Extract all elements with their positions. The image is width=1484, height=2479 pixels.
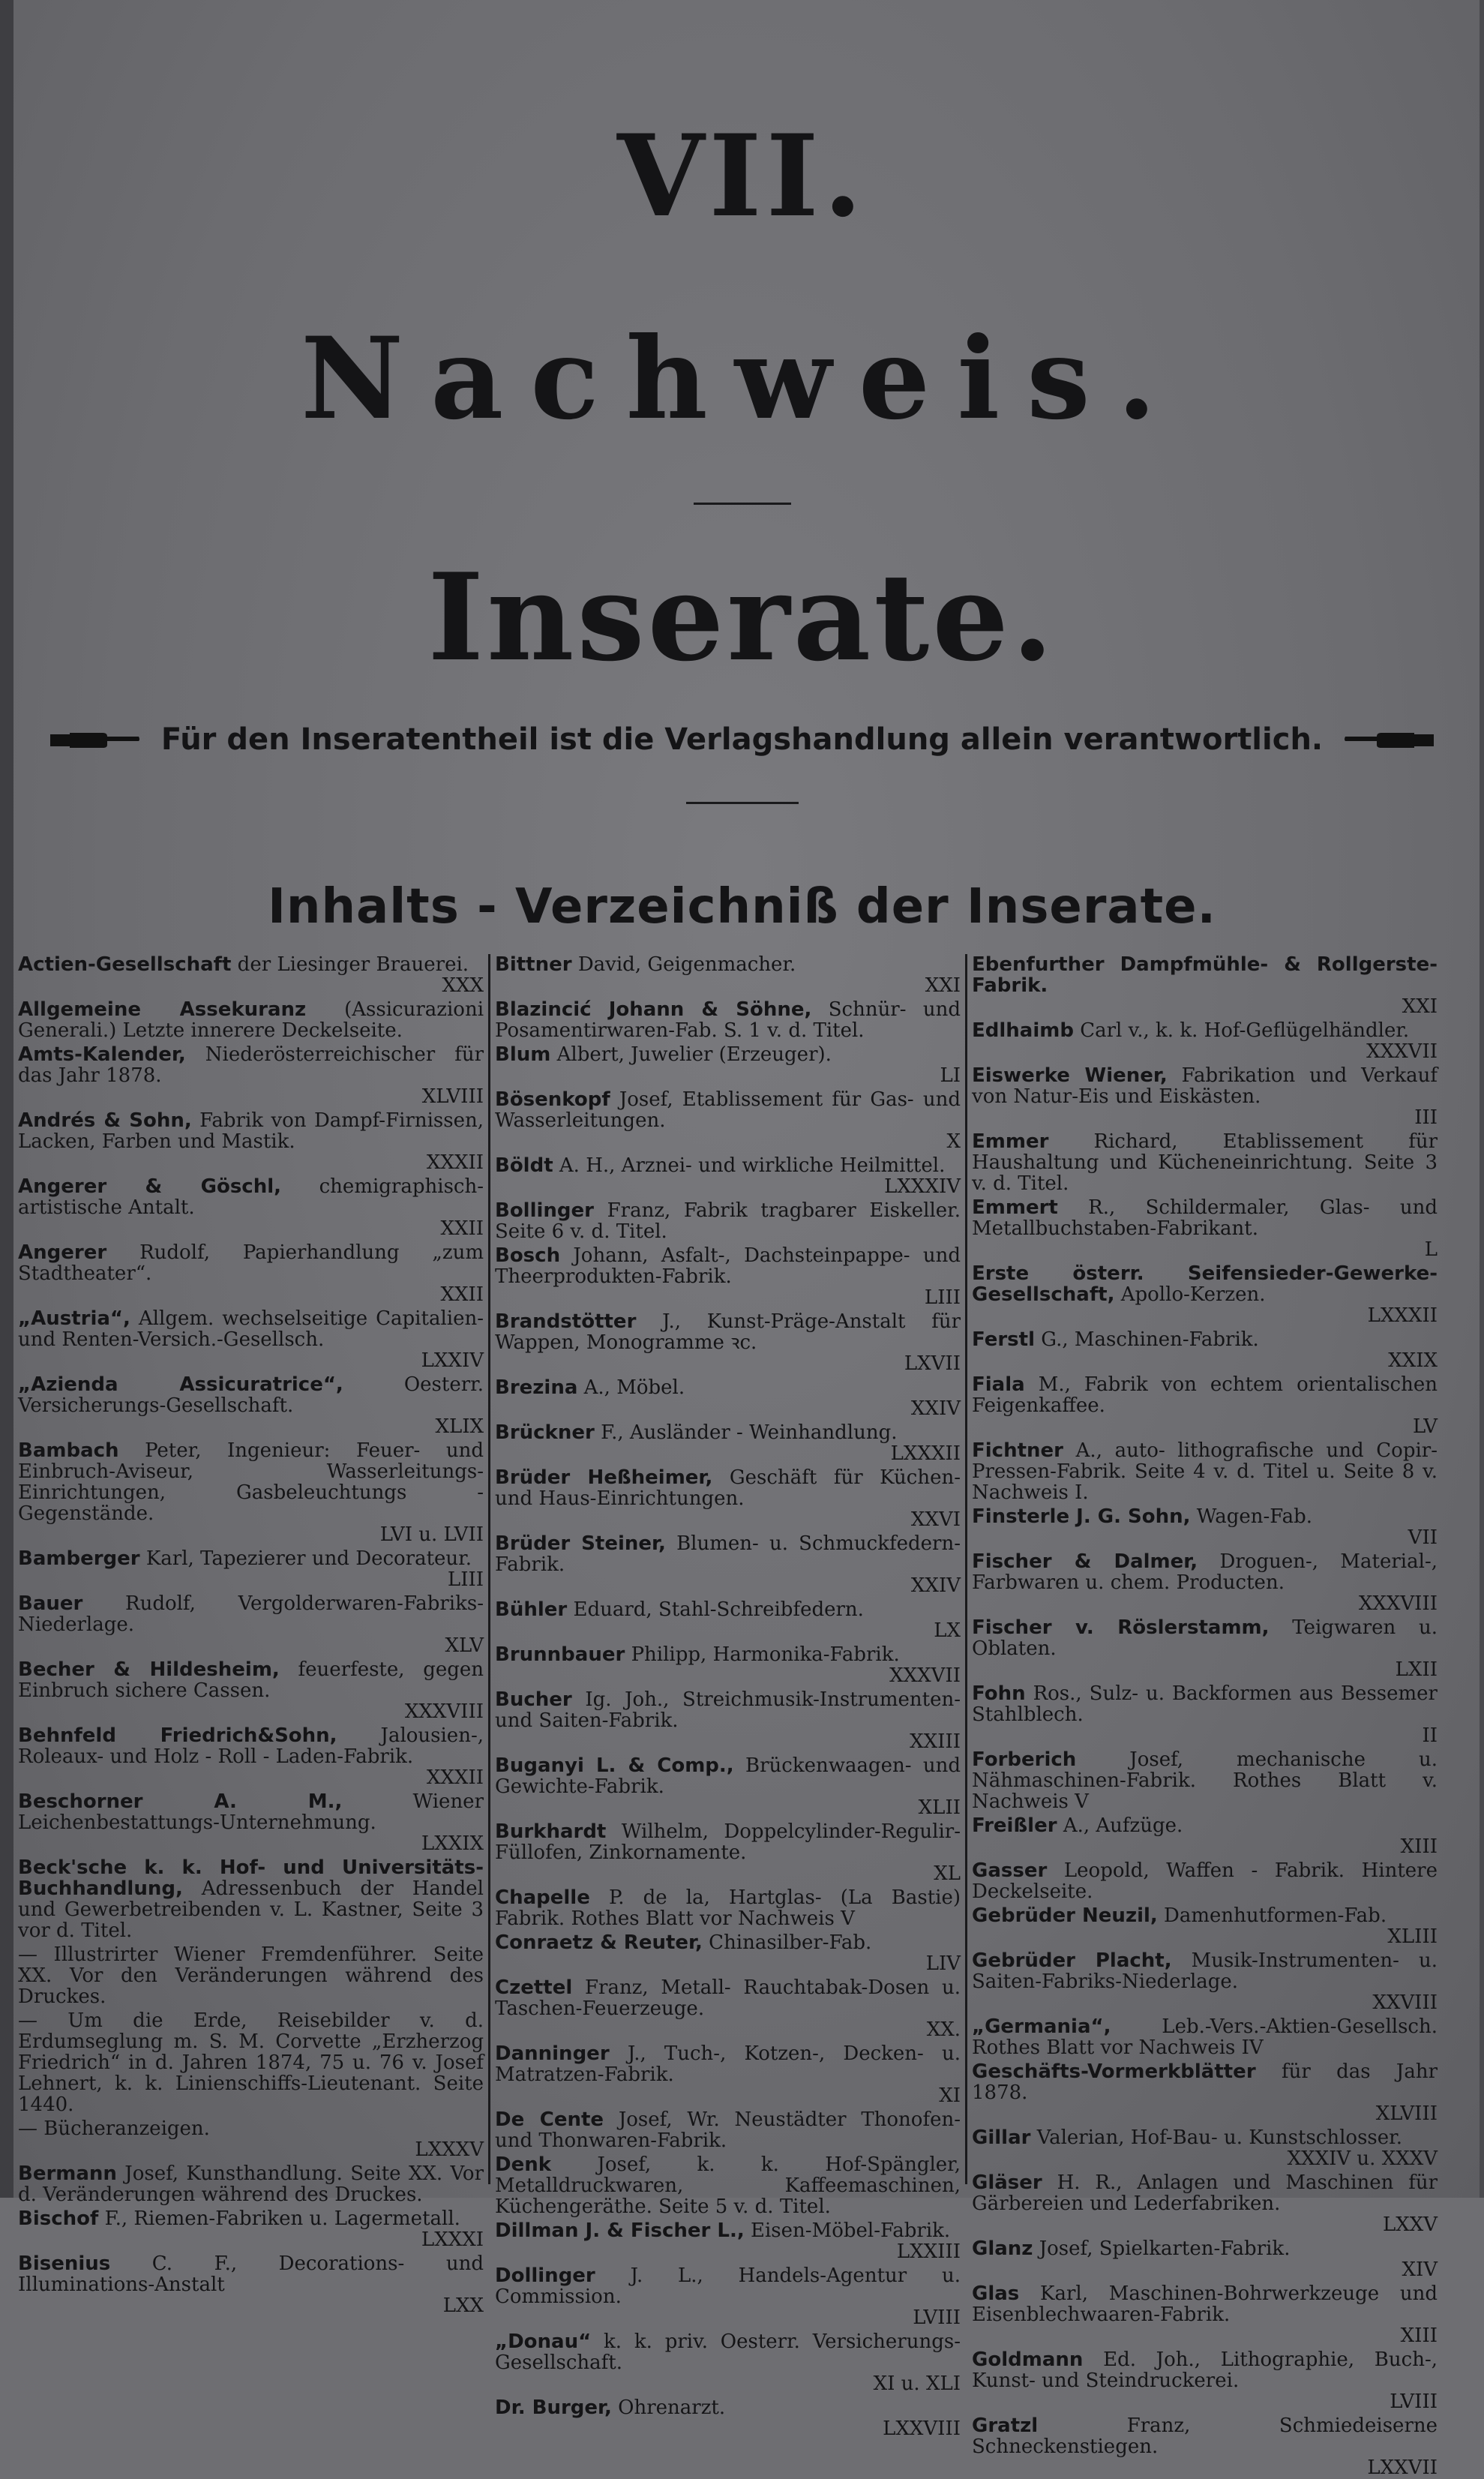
entry-description: David, Geigenmacher. bbox=[577, 953, 796, 976]
toc-entry bbox=[495, 1689, 961, 1752]
entry-description: — Bücheranzeigen. bbox=[18, 2117, 210, 2140]
divider bbox=[694, 503, 791, 505]
toc-entry bbox=[18, 1440, 484, 1545]
advertiser-name: Amts-Kalender, bbox=[18, 1043, 186, 1066]
page-reference: XXIV bbox=[910, 1574, 961, 1597]
advertiser-name: Angerer bbox=[18, 1241, 107, 1264]
advertiser-name: Bambach bbox=[18, 1439, 119, 1462]
advertiser-name: Edlhaimb bbox=[972, 1019, 1074, 1042]
page-reference: XLV bbox=[445, 1634, 484, 1657]
page-reference: LI bbox=[940, 1064, 961, 1087]
toc-entry bbox=[495, 954, 961, 996]
toc-entry bbox=[18, 1944, 484, 2007]
toc-entry bbox=[495, 1533, 961, 1596]
entry-description: Eisen-Möbel-Fabrik. bbox=[751, 2219, 951, 2242]
entry-description: Jalousien-, Roleaux- und Holz - Roll - Laden-Fabrik. bbox=[18, 1724, 484, 1768]
page-reference: X bbox=[946, 1130, 961, 1153]
entry-description: Fabrikation und Verkauf von Natur-Eis und Eiskästen. bbox=[972, 1064, 1438, 1108]
page-reference: XLIII bbox=[1387, 1925, 1438, 1948]
page-reference: II bbox=[1422, 1724, 1438, 1747]
page-reference: XXXII bbox=[426, 1766, 484, 1789]
toc-entry bbox=[495, 2154, 961, 2217]
advertiser-name: Brandstötter bbox=[495, 1310, 637, 1333]
entry-description: Niederösterreichischer für das Jahr 1878. bbox=[18, 1043, 484, 1087]
toc-entry bbox=[495, 1377, 961, 1419]
page-reference: LVIII bbox=[1390, 2390, 1438, 2413]
advertiser-name: Bosch bbox=[495, 1244, 561, 1267]
entry-description: H. R., Anlagen und Maschinen für Gärbereien und Lederfabriken. bbox=[972, 2171, 1438, 2215]
toc-entry bbox=[972, 1374, 1438, 1437]
entry-description: Philipp, Harmonika-Fabrik. bbox=[631, 1643, 900, 1666]
advertiser-name: Fischer & Dalmer, bbox=[972, 1550, 1198, 1573]
entry-description: Peter, Ingenieur: Feuer- und Einbruch-Aviseur, Wasserleitungs-Einrichtungen, Gasbeleuchtungs - Gegenstände. bbox=[18, 1439, 484, 1525]
toc-entry bbox=[972, 1329, 1438, 1371]
advertiser-name: Finsterle J. G. Sohn, bbox=[972, 1505, 1191, 1528]
toc-entry bbox=[495, 1155, 961, 1197]
entry-description: der Liesinger Brauerei. bbox=[237, 953, 469, 976]
advertiser-name: Angerer & Göschl, bbox=[18, 1175, 282, 1198]
toc-entry bbox=[972, 1263, 1438, 1326]
advertiser-name: Emmer bbox=[972, 1130, 1049, 1153]
entry-description: Adressenbuch der Handel und Gewerbetreibenden v. L. Kastner, Seite 3 vor d. Titel. bbox=[18, 1877, 484, 1942]
entry-description: J., Tuch-, Kotzen-, Decken- u. Matratzen-Fabrik. bbox=[495, 2042, 961, 2086]
advertiser-name: Brüder Heßheimer, bbox=[495, 1466, 713, 1489]
entry-description: Franz, Fabrik tragbarer Eiskeller. Seite 6 v. d. Titel. bbox=[495, 1199, 961, 1243]
advertiser-name: Behnfeld Friedrich&Sohn, bbox=[18, 1724, 337, 1747]
page-reference: LV bbox=[1413, 1415, 1438, 1438]
toc-entry bbox=[495, 1422, 961, 1464]
page-reference: LVIII bbox=[913, 2306, 961, 2329]
advertiser-name: Bamberger bbox=[18, 1547, 140, 1570]
toc-entry bbox=[18, 1593, 484, 1656]
page-reference: LXVII bbox=[904, 1352, 961, 1375]
entry-description: F., Riemen-Fabriken u. Lagermetall. bbox=[104, 2207, 460, 2230]
entry-description: A., Aufzüge. bbox=[1063, 1814, 1183, 1837]
page-reference: LXXIII bbox=[896, 2240, 961, 2263]
advertiser-name: Dillman J. & Fischer L., bbox=[495, 2219, 745, 2242]
advertiser-name: Glanz bbox=[972, 2237, 1033, 2260]
advertiser-name: Dollinger bbox=[495, 2264, 595, 2287]
entry-description: G., Maschinen-Fabrik. bbox=[1041, 1328, 1259, 1351]
entry-description: k. k. priv. Oesterr. Versicherungs-Gesellschaft. bbox=[495, 2330, 961, 2374]
page-reference: LXXIV bbox=[421, 1349, 484, 1372]
advertiser-name: Bischof bbox=[18, 2207, 99, 2230]
entry-description: Allgem. wechselseitige Capitalien- und Renten-Versich.-Gesellsch. bbox=[18, 1307, 484, 1351]
entry-description: chemigraphisch-artistische Antalt. bbox=[18, 1175, 484, 1219]
entry-description: Ohrenarzt. bbox=[618, 2396, 726, 2419]
toc-column-3 bbox=[967, 953, 1442, 2479]
entry-description: Karl, Tapezierer und Decorateur. bbox=[145, 1547, 472, 1570]
advertiser-name: Brüder Steiner, bbox=[495, 1532, 666, 1555]
entry-description: Leb.-Vers.-Aktien-Gesellsch. Rothes Blatt vor Nachweis IV bbox=[972, 2015, 1438, 2059]
toc-entry bbox=[18, 999, 484, 1041]
toc-entry bbox=[972, 2061, 1438, 2124]
toc-entry bbox=[972, 1905, 1438, 1947]
entry-description: Eduard, Stahl-Schreibfedern. bbox=[573, 1598, 864, 1621]
toc-entry bbox=[495, 1245, 961, 1308]
page-reference: L bbox=[1424, 1238, 1438, 1261]
advertiser-name: Gratzl bbox=[972, 2414, 1039, 2437]
toc-entry bbox=[495, 2109, 961, 2151]
toc-entry bbox=[495, 2331, 961, 2394]
toc-entry bbox=[972, 1551, 1438, 1614]
notice-line bbox=[0, 722, 1484, 757]
toc-entry bbox=[495, 1821, 961, 1884]
divider bbox=[686, 802, 799, 804]
entry-description: Josef, Wr. Neustädter Thonofen- und Thonwaren-Fabrik. bbox=[495, 2108, 961, 2152]
page-header bbox=[0, 110, 1484, 935]
toc-entry bbox=[495, 1644, 961, 1686]
toc-entry bbox=[495, 2397, 961, 2439]
toc-entry bbox=[972, 2172, 1438, 2235]
advertiser-name: Gläser bbox=[972, 2171, 1042, 2194]
toc-entry bbox=[972, 1506, 1438, 1548]
entry-description: feuerfeste, gegen Einbruch sichere Cassen. bbox=[18, 1658, 484, 1702]
page-reference: LXXXII bbox=[890, 1442, 961, 1465]
entry-description: Musik-Instrumenten- u. Saiten-Fabriks-Niederlage. bbox=[972, 1949, 1438, 1993]
page-reference: LXII bbox=[1395, 1658, 1438, 1681]
entry-description: Oesterr. Versicherungs-Gesellschaft. bbox=[18, 1373, 484, 1417]
entry-description: M., Fabrik von echtem orientalischen Feigenkaffee. bbox=[972, 1373, 1438, 1417]
entry-description: Chinasilber-Fab. bbox=[709, 1931, 872, 1954]
entry-description: A., Möbel. bbox=[583, 1376, 685, 1399]
entry-description: Droguen-, Material-, Farbwaren u. chem. Producten. bbox=[972, 1550, 1438, 1594]
toc-entry bbox=[495, 2220, 961, 2262]
page-reference: XXII bbox=[440, 1283, 484, 1306]
advertiser-name: Fiala bbox=[972, 1373, 1025, 1396]
page-reference: LIV bbox=[925, 1952, 961, 1975]
entry-description: — Illustrirter Wiener Fremdenführer. Seite XX. Vor den Veränderungen während des Druckes. bbox=[18, 1943, 484, 2008]
toc-entry bbox=[972, 1815, 1438, 1857]
page-reference: LVI u. LVII bbox=[379, 1523, 484, 1546]
toc-entry bbox=[972, 2415, 1438, 2478]
toc-entry bbox=[972, 1197, 1438, 1260]
toc-entry bbox=[495, 1311, 961, 1374]
toc-entry bbox=[18, 1044, 484, 1107]
page-reference: XIII bbox=[1400, 2324, 1438, 2347]
advertiser-name: Andrés & Sohn, bbox=[18, 1109, 192, 1132]
toc-entry bbox=[972, 2238, 1438, 2280]
page-reference: XXI bbox=[1402, 995, 1438, 1018]
entry-description: Carl v., k. k. Hof-Geflügelhändler. bbox=[1080, 1019, 1410, 1042]
toc-entry bbox=[495, 1932, 961, 1974]
page-reference: XI u. XLI bbox=[873, 2372, 961, 2395]
page-reference: LXXXI bbox=[421, 2228, 484, 2251]
entry-description: Brückenwaagen- und Gewichte-Fabrik. bbox=[495, 1754, 961, 1798]
advertiser-name: Blum bbox=[495, 1043, 551, 1066]
entry-description: Richard, Etablissement für Haushaltung und Kücheneinrichtung. Seite 3 v. d. Titel. bbox=[972, 1130, 1438, 1195]
advertiser-name: Danninger bbox=[495, 2042, 610, 2065]
page-reference: XXIX bbox=[1388, 1349, 1438, 1372]
page-reference: XLII bbox=[918, 1796, 961, 1819]
page-reference: LIII bbox=[924, 1286, 961, 1309]
advertiser-name: „Donau“ bbox=[495, 2330, 592, 2353]
advertiser-name: Fischer v. Röslerstamm, bbox=[972, 1616, 1270, 1639]
advertiser-name: Geschäfts-Vormerkblätter bbox=[972, 2060, 1256, 2083]
page-reference: XLIX bbox=[435, 1415, 484, 1438]
advertiser-name: Gasser bbox=[972, 1859, 1048, 1882]
entry-description: A. H., Arznei- und wirkliche Heilmittel. bbox=[559, 1154, 946, 1177]
entry-description: C. F., Decorations- und Illuminations-Anstalt bbox=[18, 2252, 484, 2296]
toc-entry bbox=[495, 1977, 961, 2040]
pointing-hand-left-icon bbox=[1344, 727, 1434, 752]
toc-entry bbox=[18, 954, 484, 996]
toc-entry bbox=[18, 1110, 484, 1173]
toc-entry bbox=[18, 1857, 484, 1941]
advertiser-name: Czettel bbox=[495, 1976, 573, 1999]
toc-entry bbox=[972, 1020, 1438, 1062]
advertiser-name: Goldmann bbox=[972, 2348, 1084, 2371]
toc-entry bbox=[972, 1683, 1438, 1746]
notice-text: Für den Inseratentheil ist die Verlagshandlung allein verantwortlich. bbox=[160, 722, 1324, 757]
entry-description: Johann, Asfalt-, Dachsteinpappe- und Theerprodukten-Fabrik. bbox=[495, 1244, 961, 1288]
toc-entry bbox=[495, 1044, 961, 1086]
page-reference: LIII bbox=[447, 1568, 484, 1591]
toc-entry bbox=[18, 1659, 484, 1722]
advertiser-name: Böldt bbox=[495, 1154, 553, 1177]
entry-description: Valerian, Hof-Bau- u. Kunstschlosser. bbox=[1036, 2126, 1402, 2149]
toc-entry bbox=[972, 2283, 1438, 2346]
entry-description: Josef, Kunsthandlung. Seite XX. Vor d. Veränderungen während des Druckes. bbox=[18, 2162, 484, 2206]
advertiser-name: Brezina bbox=[495, 1376, 578, 1399]
section-number: VII. bbox=[617, 110, 867, 242]
toc-entry bbox=[972, 1950, 1438, 2013]
entry-description: Wiener Leichenbestattungs-Unternehmung. bbox=[18, 1790, 484, 1834]
advertiser-name: Gebrüder Neuzil, bbox=[972, 1904, 1158, 1927]
page-title: Nachweis. bbox=[301, 313, 1183, 445]
page-reference: XXIII bbox=[910, 1730, 961, 1753]
advertiser-name: Becher & Hildesheim, bbox=[18, 1658, 280, 1681]
advertiser-name: Ebenfurther Dampfmühle- & Rollgerste-Fabrik. bbox=[972, 953, 1438, 997]
advertiser-name: Bermann bbox=[18, 2162, 117, 2185]
toc-entry bbox=[972, 2016, 1438, 2058]
advertiser-name: Bollinger bbox=[495, 1199, 594, 1222]
page-reference: LXXV bbox=[1382, 2213, 1438, 2236]
entry-description: P. de la, Hartglas- (La Bastie) Fabrik. Rothes Blatt vor Nachweis V bbox=[495, 1886, 961, 1930]
toc-entry bbox=[18, 2010, 484, 2115]
entry-description: Josef, k. k. Hof-Spängler, Metalldruckwaren, Kaffeemaschinen, Küchengeräthe. Seite 5 v. d. Titel. bbox=[495, 2153, 961, 2218]
toc-entry bbox=[972, 2127, 1438, 2169]
page-reference: LXXIX bbox=[421, 1832, 484, 1855]
page-reference: XXXVIII bbox=[1358, 1592, 1438, 1615]
advertiser-name: Bisenius bbox=[18, 2252, 111, 2275]
advertiser-name: Freißler bbox=[972, 1814, 1057, 1837]
page-reference: XXVI bbox=[910, 1508, 961, 1531]
toc-entry bbox=[18, 1548, 484, 1590]
toc-entry bbox=[972, 1617, 1438, 1680]
toc-entry bbox=[18, 1308, 484, 1371]
page-reference: XXXVIII bbox=[404, 1700, 484, 1723]
entry-description: Franz, Metall- Rauchtabak-Dosen u. Taschen-Feuerzeuge. bbox=[495, 1976, 961, 2020]
entry-description: Geschäft für Küchen- und Haus-Einrichtungen. bbox=[495, 1466, 961, 1510]
advertiser-name: Brunnbauer bbox=[495, 1643, 625, 1666]
toc-entry bbox=[495, 1887, 961, 1929]
advertiser-name: Dr. Burger, bbox=[495, 2396, 612, 2419]
advertiser-name: Beck'sche k. k. Hof- und Universitäts-Buchhandlung, bbox=[18, 1856, 484, 1900]
page-reference: XLVIII bbox=[421, 1085, 484, 1108]
advertiser-name: Forberich bbox=[972, 1748, 1077, 1771]
entry-description: R., Schildermaler, Glas- und Metallbuchstaben-Fabrikant. bbox=[972, 1196, 1438, 1240]
page-reference: XXIV bbox=[910, 1397, 961, 1420]
toc-entry bbox=[18, 1725, 484, 1788]
page-reference: LXXXII bbox=[1367, 1304, 1438, 1327]
page-reference: XXI bbox=[925, 974, 961, 997]
page-reference: XXXVII bbox=[889, 1664, 961, 1687]
entry-description: Blumen- u. Schmuckfedern-Fabrik. bbox=[495, 1532, 961, 1576]
page-reference: XI bbox=[939, 2084, 961, 2107]
advertiser-name: Erste österr. Seifensieder-Gewerke-Gesellschaft, bbox=[972, 1262, 1438, 1306]
toc-entry bbox=[972, 1860, 1438, 1902]
advertiser-name: Emmert bbox=[972, 1196, 1058, 1219]
page-reference: LXXXIV bbox=[884, 1175, 961, 1198]
advertiser-name: Buganyi L. & Comp., bbox=[495, 1754, 734, 1777]
advertiser-name: Allgemeine Assekuranz bbox=[18, 998, 307, 1021]
page-reference: VII bbox=[1408, 1526, 1438, 1549]
toc-entry bbox=[495, 2265, 961, 2328]
toc-entry bbox=[972, 2349, 1438, 2412]
page-reference: XXXIV u. XXXV bbox=[1287, 2147, 1438, 2170]
toc-entry bbox=[18, 1374, 484, 1437]
advertiser-name: De Cente bbox=[495, 2108, 604, 2131]
entry-description: Franz, Schmiedeiserne Schneckenstiegen. bbox=[972, 2414, 1438, 2458]
toc-entry bbox=[495, 1755, 961, 1818]
page-reference: XX. bbox=[926, 2018, 961, 2041]
advertiser-name: Actien-Gesellschaft bbox=[18, 953, 232, 976]
advertiser-name: Eiswerke Wiener, bbox=[972, 1064, 1168, 1087]
advertiser-name: Gebrüder Placht, bbox=[972, 1949, 1172, 1972]
entry-description: Leopold, Waffen - Fabrik. Hintere Deckelseite. bbox=[972, 1859, 1438, 1903]
advertiser-name: Glas bbox=[972, 2282, 1020, 2305]
page-reference: III bbox=[1414, 1106, 1438, 1129]
pointing-hand-right-icon bbox=[50, 727, 140, 752]
toc-entry bbox=[972, 1749, 1438, 1812]
toc-columns bbox=[13, 953, 1474, 2479]
page-reference: XLVIII bbox=[1375, 2102, 1438, 2125]
advertiser-name: Conraetz & Reuter, bbox=[495, 1931, 703, 1954]
toc-entry bbox=[495, 1467, 961, 1530]
entry-description: Josef, Spielkarten-Fabrik. bbox=[1039, 2237, 1291, 2260]
page-reference: LX bbox=[934, 1619, 961, 1642]
advertiser-name: Gillar bbox=[972, 2126, 1031, 2149]
page-reference: XXVIII bbox=[1372, 1991, 1438, 2014]
page-reference: LXXXV bbox=[415, 2138, 484, 2161]
toc-entry bbox=[18, 2163, 484, 2205]
advertiser-name: „Azienda Assicuratrice“, bbox=[18, 1373, 343, 1396]
entry-description: Wilhelm, Doppelcylinder-Regulir-Füllofen, Zinkornamente. bbox=[495, 1820, 961, 1864]
entry-description: Rudolf, Vergolderwaren-Fabriks-Niederlage. bbox=[18, 1592, 484, 1636]
entry-description: Teigwaren u. Oblaten. bbox=[972, 1616, 1438, 1660]
section-subtitle: Inserate. bbox=[427, 547, 1057, 688]
toc-entry bbox=[972, 1065, 1438, 1128]
entry-description: Fabrik von Dampf-Firnissen, Lacken, Farben und Mastik. bbox=[18, 1109, 484, 1153]
page-reference: LXXVIII bbox=[883, 2417, 961, 2440]
toc-entry bbox=[18, 1176, 484, 1239]
toc-entry bbox=[18, 1791, 484, 1854]
page-reference: XL bbox=[934, 1862, 961, 1885]
entry-description: Josef, Etablissement für Gas- und Wasserleitungen. bbox=[495, 1088, 961, 1132]
toc-entry bbox=[18, 1242, 484, 1305]
advertiser-name: Chapelle bbox=[495, 1886, 590, 1909]
entry-description: J. L., Handels-Agentur u. Commission. bbox=[495, 2264, 961, 2308]
entry-description: (Assicurazioni Generali.) Letzte innerere Deckelseite. bbox=[18, 998, 484, 1042]
page-reference: XIV bbox=[1402, 2258, 1438, 2281]
toc-entry bbox=[18, 2118, 484, 2160]
toc-entry bbox=[495, 999, 961, 1041]
advertiser-name: „Germania“, bbox=[972, 2015, 1111, 2038]
entry-description: Ed. Joh., Lithographie, Buch-, Kunst- und Steindruckerei. bbox=[972, 2348, 1438, 2392]
advertiser-name: Bösenkopf bbox=[495, 1088, 610, 1111]
entry-description: Rudolf, Papierhandlung „zum Stadtheater“. bbox=[18, 1241, 484, 1285]
entry-description: Ros., Sulz- u. Backformen aus Bessemer Stahlblech. bbox=[972, 1682, 1438, 1726]
toc-entry bbox=[495, 1200, 961, 1242]
entry-description: Albert, Juwelier (Erzeuger). bbox=[556, 1043, 832, 1066]
toc-entry bbox=[18, 2253, 484, 2316]
advertiser-name: Bühler bbox=[495, 1598, 568, 1621]
page-reference: XXXVII bbox=[1366, 1040, 1438, 1063]
entry-description: Ig. Joh., Streichmusik-Instrumenten- und Saiten-Fabrik. bbox=[495, 1688, 961, 1732]
advertiser-name: Bittner bbox=[495, 953, 572, 976]
entry-description: Schnür- und Posamentirwaren-Fab. S. 1 v. d. Titel. bbox=[495, 998, 961, 1042]
toc-entry bbox=[972, 1440, 1438, 1503]
entry-description: — Um die Erde, Reisebilder v. d. Erdumseglung m. S. M. Corvette „Erzherzog Friedrich“ in d. Jahren 1874, 75 u. 76 v. Josef Lehnert, k. k. Linienschiffs-Lieutenant. Seite 1440. bbox=[18, 2009, 484, 2116]
entry-description: Wagen-Fab. bbox=[1196, 1505, 1312, 1528]
toc-column-1 bbox=[13, 953, 488, 2317]
toc-heading: Inhalts - Verzeichniß der Inserate. bbox=[268, 879, 1216, 935]
advertiser-name: Burkhardt bbox=[495, 1820, 607, 1843]
entry-description: F., Ausländer - Weinhandlung. bbox=[601, 1421, 898, 1444]
entry-description: A., auto- lithografische und Copir-Pressen-Fabrik. Seite 4 v. d. Titel u. Seite 8 v. Nachweis I. bbox=[972, 1439, 1438, 1504]
advertiser-name: Brückner bbox=[495, 1421, 595, 1444]
advertiser-name: Blazincić Johann & Söhne, bbox=[495, 998, 812, 1021]
advertiser-name: Fohn bbox=[972, 1682, 1026, 1705]
advertiser-name: Ferstl bbox=[972, 1328, 1035, 1351]
advertiser-name: Bucher bbox=[495, 1688, 572, 1711]
page-reference: XXX bbox=[442, 974, 484, 997]
page-reference: LXX bbox=[442, 2294, 484, 2317]
page-reference: LXXVII bbox=[1367, 2456, 1438, 2479]
page-reference: XXXII bbox=[426, 1151, 484, 1174]
toc-entry bbox=[495, 2043, 961, 2106]
entry-description: Apollo-Kerzen. bbox=[1120, 1283, 1266, 1306]
entry-description: für das Jahr 1878. bbox=[972, 2060, 1438, 2104]
advertiser-name: Denk bbox=[495, 2153, 552, 2176]
entry-description: Damenhutformen-Fab. bbox=[1164, 1904, 1387, 1927]
entry-description: Josef, mechanische u. Nähmaschinen-Fabrik. Rothes Blatt v. Nachweis V bbox=[972, 1748, 1438, 1813]
advertiser-name: Bauer bbox=[18, 1592, 83, 1615]
page-reference: XXII bbox=[440, 1217, 484, 1240]
toc-entry bbox=[18, 2208, 484, 2250]
toc-column-2 bbox=[490, 953, 965, 2440]
entry-description: Karl, Maschinen-Bohrwerkzeuge und Eisenblechwaaren-Fabrik. bbox=[972, 2282, 1438, 2326]
toc-entry bbox=[972, 954, 1438, 1017]
toc-entry bbox=[495, 1599, 961, 1641]
entry-description: J., Kunst-Präge-Anstalt für Wappen, Monogramme ꝛc. bbox=[495, 1310, 961, 1354]
advertiser-name: Beschorner A. M., bbox=[18, 1790, 343, 1813]
toc-entry bbox=[972, 1131, 1438, 1194]
page-reference: XIII bbox=[1400, 1835, 1438, 1858]
advertiser-name: „Austria“, bbox=[18, 1307, 130, 1330]
toc-entry bbox=[495, 1089, 961, 1152]
advertiser-name: Fichtner bbox=[972, 1439, 1063, 1462]
